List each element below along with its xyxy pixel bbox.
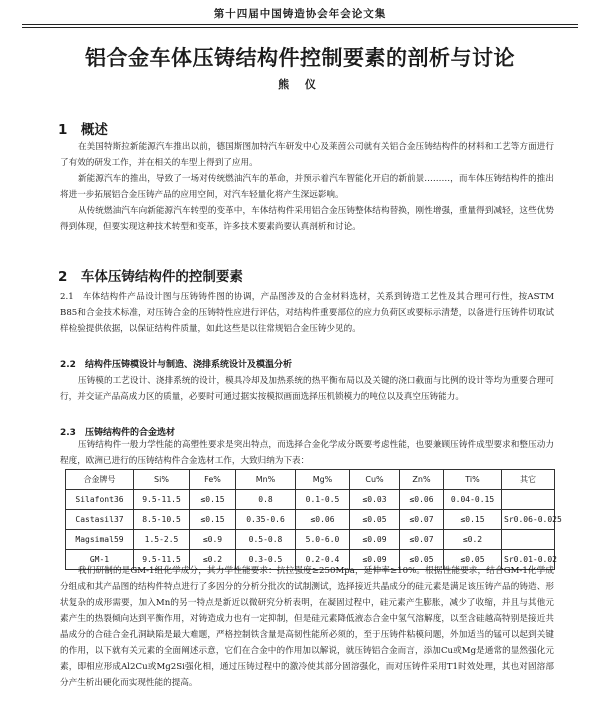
table-cell: Sr0.06-0.025 [502,510,555,530]
table-cell: ≤0.15 [190,510,236,530]
alloy-composition-table [65,469,562,570]
table-cell: 8.5-10.5 [134,510,190,530]
table-cell: ≤0.2 [190,550,236,570]
table-cell: 0.04-0.15 [444,490,502,510]
running-header: 第十四届中国铸造协会年会论文集 [213,8,387,20]
subsection-2-3-heading: 2.3 压铸结构件的合金选材 [60,428,175,438]
table-cell: Silafont36 [66,490,134,510]
table-cell: 0.3-0.5 [236,550,296,570]
table-cell: ≤0.05 [400,550,444,570]
paragraph-2-3: 压铸结构件一般力学性能的高塑性要求是突出特点，而选择合金化学成分既要考虑性能，也要兼顾压铸件成型要求和整压动力程度，欧洲已进行的压铸结构件合金选材工作，大致归纳为下表： [60,440,554,466]
table-cell: ≤0.03 [350,490,400,510]
table-row [66,510,555,530]
paper-title: 铝合金车体压铸结构件控制要素的剖析与讨论 [85,46,515,70]
table-cell: 0.8 [236,490,296,510]
table-cell: ≤0.2 [444,530,502,550]
table-cell [502,530,555,550]
column-header: Si% [134,470,190,490]
table-cell: ≤0.09 [350,550,400,570]
table-cell: 9.5-11.5 [134,550,190,570]
table-cell: ≤0.09 [350,530,400,550]
table-cell: 0.5-0.8 [236,530,296,550]
table-cell: ≤0.06 [400,490,444,510]
table-cell: ≤0.15 [444,510,502,530]
table-cell: 0.35-0.6 [236,510,296,530]
column-header: Cu% [350,470,400,490]
paper-author: 熊 仪 [278,78,322,91]
closing-paragraph: 我们研制的是GM-1组化学成分，其力学性能要求：抗拉强度≥250Mpa，延伸率≥10%。根据性能要求，结合GM-1化学成分组成和其产品图的结构件特点进行了多因分的分析分批次的试制测试，选择接近共晶成分的硅元素是满足该压铸产品的铸造、形状复杂的成形需要，加入Mn的另一特点是新近以微研究分析表明，在凝固过程中，硅元素产生膨胀，减少了收缩，并且与其他元素产生的热裂倾向达到平衡作用，对铸造成力也有一定抑制，但是硅元素降低液态合金中氢气溶解度，以至含硅越高特别是接近共晶成分的合硅合金孔洞缺陷是最大难题，严格控制铁含量是高韧性能所必须的，至于压铸件粘模问题，外加适当的锰可以起到关键的作用，以下就有关元素的全面阐述示意，它们在合金中的作用加以解说，就压铸铝合金而言，添加Cu或Mg是通常的显然强化元素，即相应形成Al2Cu或Mg2Si强化相，通过压铸过程中的激冷使其部分固溶强化，而对压铸件采用T1时效处理，其也对固溶部分产生析出硬化而实现性能的提高。 [60,566,554,688]
table-header-row [66,470,555,490]
table-cell: ≤0.9 [190,530,236,550]
table-cell: ≤0.07 [400,530,444,550]
table-cell: 5.0-6.0 [296,530,350,550]
table-cell: 9.5-11.5 [134,490,190,510]
subsection-2-2-heading: 2.2 结构件压铸模设计与制造、浇排系统设计及模温分析 [60,360,292,370]
table-cell: ≤0.06 [296,510,350,530]
section-1-heading: 1 概述 [58,122,108,138]
column-header: 合金牌号 [66,470,134,490]
table-cell: ≤0.15 [190,490,236,510]
table-cell: GM-1 [66,550,134,570]
table-cell [502,490,555,510]
table-cell: ≤0.05 [444,550,502,570]
column-header: 其它 [502,470,555,490]
table-cell: 1.5-2.5 [134,530,190,550]
paragraph-2-2: 压铸模的工艺设计、浇排系统的设计，模具冷却及加热系统的热平衡布局以及关键的浇口截面与比例的设计等均为重要合理可行，并交证产品高成力区的质量，必要时可通过据实按模拟画面选择压机锁模力的吨位以及真空压铸能力。 [60,376,554,402]
table-cell: Magsimal59 [66,530,134,550]
table-row [66,490,555,510]
table-cell: ≤0.05 [350,510,400,530]
header-rule [22,24,578,25]
paragraph: 新能源汽车的推出，导致了一场对传统燃油汽车的革命，并预示着汽车智能化开启的新前景………，而车体压铸结构件的推出将进一步拓展铝合金压铸产品的应用空间，对汽车轻量化将产生深远影响。 [60,174,554,200]
column-header: Mn% [236,470,296,490]
table-cell: Castasil37 [66,510,134,530]
column-header: Fe% [190,470,236,490]
table-cell: ≤0.07 [400,510,444,530]
paragraph: 在美国特斯拉新能源汽车推出以前，德国斯图加特汽车研发中心及莱茵公司就有关铝合金压铸结构件的材料和工艺等方面进行了有效的研发工作，并在相关的车型上得到了应用。 [60,142,554,168]
paragraph-2-1: 2.1 车体结构件产品设计图与压铸铸件图的协调，产品图涉及的合金材料选材，关系到铸造工艺性及其合理可行性，按ASTM B85和合金技术标准，对压铸合金的压铸特性应进行评估，对结构件重要部位的应力负荷区或要标示清楚，以备进行压铸件切取试样检验提供依据，以保证结构件质量，如此这些是以往常规铝合金压铸少见的。 [60,292,554,334]
table-row [66,530,555,550]
table-cell: Sr0.01-0.02 [502,550,555,570]
column-header: Ti% [444,470,502,490]
paragraph: 从传统燃油汽车向新能源汽车转型的变革中，车体结构件采用铝合金压铸整体结构替换，刚性增强，重量得到减轻，这些优势得到体现，但要实现这种技术转型和变革，许多技术要素尚要认真剖析和讨论。 [60,206,554,232]
column-header: Zn% [400,470,444,490]
table-cell: 0.1-0.5 [296,490,350,510]
column-header: Mg% [296,470,350,490]
header-rule-thin [22,27,578,28]
table-cell: 0.2-0.4 [296,550,350,570]
section-2-heading: 2 车体压铸结构件的控制要素 [58,269,243,285]
